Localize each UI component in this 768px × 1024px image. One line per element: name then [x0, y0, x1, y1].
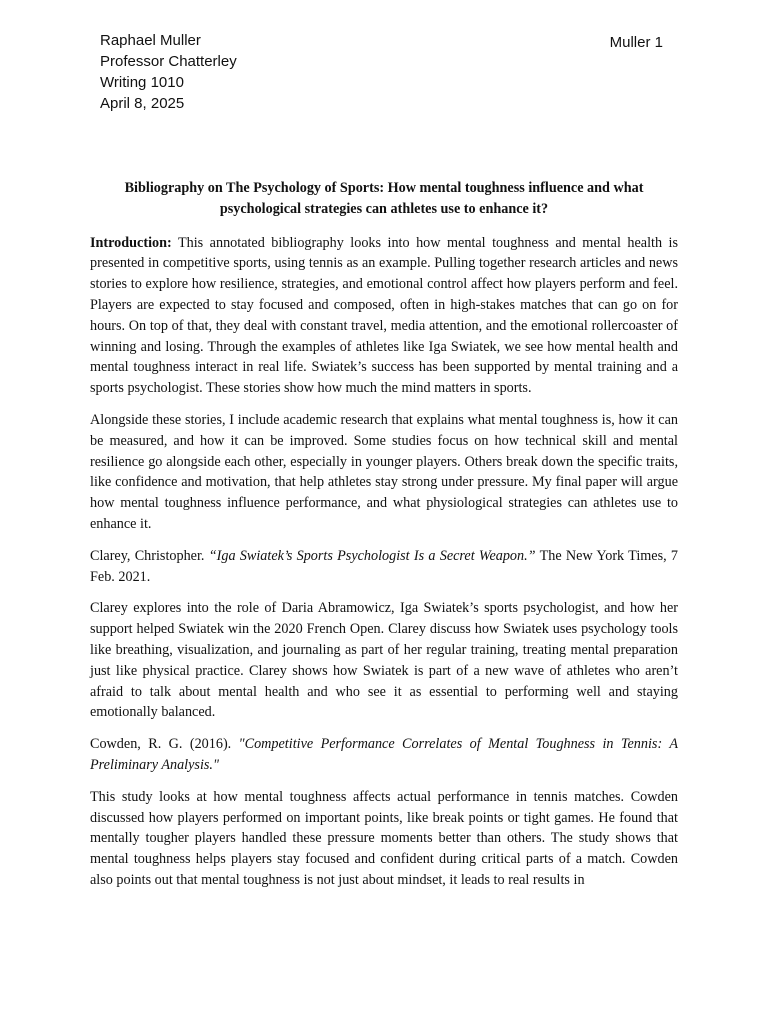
- professor-name: Professor Chatterley: [100, 53, 237, 70]
- citation-title: "Competitive Performance Correlates of Mental Toughness in Tennis: A Preliminary Analysis.": [90, 736, 678, 773]
- citation-cowden: [90, 734, 678, 776]
- course-name: Writing 1010: [100, 74, 184, 91]
- citation-author: Clarey, Christopher.: [90, 547, 205, 564]
- citation-source: The New York Times, 7 Feb. 2021.: [90, 547, 679, 585]
- annotation-cowden: This study looks at how mental toughness affects actual performance in tennis matches. Cowden discussed how players performed on important points, like break points or tight games. He found that mentally tougher players handled these pressure moments better than others. The study shows that mental toughness helps players stay focused and confident during critical parts of a match. Cowden also points out that mental toughness is not just about mindset, it leads to real results in: [90, 788, 678, 888]
- intro-paragraph: [90, 233, 678, 399]
- intro-text: This annotated bibliography looks into how mental toughness and mental health is presented in competitive sports, using tennis as an example. Pulling together research articles and news stories to explore how resilience, strategies, and emotional control affect how players perform and feel. Players are expected to stay focused and composed, often in high-stakes matches that can go on for hours. On top of that, they deal with constant travel, media attention, and the emotional rollercoaster of winning and losing. Through the examples of athletes like Iga Swiatek, we see how mental health and mental toughness interact in real life. Swiatek’s success has been supported by mental training and a sports psychologist. These stories show how much the mind matters in sports.: [90, 234, 678, 397]
- page-number: Muller 1: [609, 34, 663, 51]
- intro-label: Introduction:: [90, 234, 172, 251]
- annotation-clarey: Clarey explores into the role of Daria Abramowicz, Iga Swiatek’s sports psychologist, and how her support helped Swiatek win the 2020 French Open. Clarey discuss how Swiatek uses psychology tools like breathing, visualization, and journaling as part of her regular training, treating mental preparation just like physical practice. Clarey shows how Swiatek is part of a new wave of athletes who aren’t afraid to talk about mental health and who see it as essential to performing well and staying emotionally balanced.: [90, 600, 678, 721]
- document-title: Bibliography on The Psychology of Sports: How mental toughness influence and what psychological strategies can athletes use to enhance it?: [124, 180, 644, 217]
- citation-title: “Iga Swiatek’s Sports Psychologist Is a Secret Weapon.”: [208, 547, 536, 564]
- document-body: [90, 178, 678, 902]
- body-paragraph: Alongside these stories, I include academic research that explains what mental toughness is, how it can be measured, and how it can be improved. Some studies focus on how technical skill and mental resilience go alongside each other, especially in younger players. Others break down the specific traits, like confidence and motivation, that help athletes stay strong under pressure. My final paper will argue how mental toughness influence performance, and what physiological strategies can athletes use to enhance it.: [90, 411, 678, 532]
- student-header: [100, 30, 237, 114]
- student-name: Raphael Muller: [100, 32, 201, 49]
- citation-author: Cowden, R. G. (2016).: [90, 736, 232, 753]
- submission-date: April 8, 2025: [100, 95, 185, 112]
- citation-clarey: [90, 546, 678, 588]
